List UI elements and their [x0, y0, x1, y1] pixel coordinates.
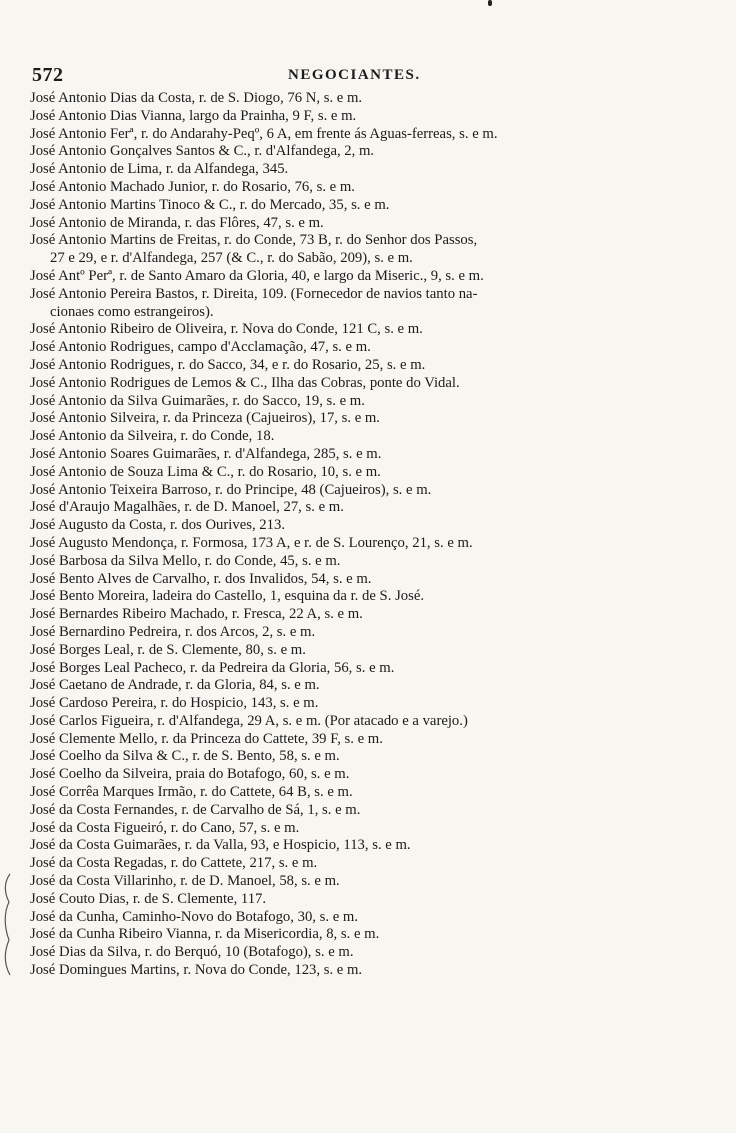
entry-line: José Antonio Martins Tinoco & C., r. do Mercado, 35, s. e m. [30, 196, 390, 213]
directory-entry [30, 339, 700, 357]
directory-entry [30, 215, 700, 233]
entry-list [30, 90, 700, 980]
entry-line: José Antonio Teixeira Barroso, r. do Principe, 48 (Cajueiros), s. e m. [30, 481, 432, 498]
entry-line: José Antonio Gonçalves Santos & C., r. d'Alfandega, 2, m. [30, 143, 375, 160]
directory-entry [30, 321, 700, 339]
entry-line: José Antonio Ribeiro de Oliveira, r. Nova do Conde, 121 C, s. e m. [30, 321, 423, 338]
directory-entry [30, 588, 700, 606]
directory-entry [30, 517, 700, 535]
directory-entry [30, 553, 700, 571]
directory-entry [30, 161, 700, 179]
directory-entry [30, 873, 700, 891]
directory-entry [30, 464, 700, 482]
directory-entry [30, 571, 700, 589]
directory-entry [30, 357, 700, 375]
directory-entry [30, 731, 700, 749]
directory-entry [30, 90, 700, 108]
directory-entry [30, 909, 700, 927]
entry-line: José Antonio de Souza Lima & C., r. do Rosario, 10, s. e m. [30, 463, 381, 480]
entry-line: José Coelho da Silveira, praia do Botafogo, 60, s. e m. [30, 766, 350, 783]
directory-entry [30, 126, 700, 144]
directory-entry [30, 802, 700, 820]
page-header [32, 64, 702, 88]
entry-continuation-line: 27 e 29, e r. d'Alfandega, 257 (& C., r. do Sabão, 209), s. e m. [50, 250, 413, 267]
directory-entry [30, 606, 700, 624]
directory-entry [30, 482, 700, 500]
entry-line: José Corrêa Marques Irmão, r. do Cattete, 64 B, s. e m. [30, 784, 353, 801]
entry-line: José Antonio Rodrigues, r. do Sacco, 34, e r. do Rosario, 25, s. e m. [30, 356, 426, 373]
directory-entry [30, 837, 700, 855]
entry-line: José Antonio da Silva Guimarães, r. do Sacco, 19, s. e m. [30, 392, 365, 409]
entry-line: José Antonio Dias Vianna, largo da Prainha, 9 F, s. e m. [30, 107, 357, 124]
directory-entry [30, 962, 700, 980]
entry-line: José Antonio Silveira, r. da Princeza (Cajueiros), 17, s. e m. [30, 410, 380, 427]
directory-entry [30, 784, 700, 802]
entry-line: José Bernardino Pedreira, r. dos Arcos, 2, s. e m. [30, 623, 316, 640]
entry-line: José da Costa Guimarães, r. da Valla, 93, e Hospicio, 113, s. e m. [30, 837, 411, 854]
entry-line: José Barbosa da Silva Mello, r. do Conde, 45, s. e m. [30, 552, 341, 569]
directory-entry [30, 642, 700, 660]
entry-line: José Antonio de Miranda, r. das Flôres, 47, s. e m. [30, 214, 324, 231]
entry-line: José Antonio Dias da Costa, r. de S. Diogo, 76 N, s. e m. [30, 90, 363, 106]
entry-line: José Borges Leal Pacheco, r. da Pedreira da Gloria, 56, s. e m. [30, 659, 395, 676]
entry-line: José Antonio Soares Guimarães, r. d'Alfandega, 285, s. e m. [30, 445, 382, 462]
directory-entry [30, 197, 700, 215]
directory-entry [30, 286, 700, 322]
entry-line: José Bento Moreira, ladeira do Castello, 1, esquina da r. de S. José. [30, 588, 425, 605]
directory-entry [30, 232, 700, 268]
entry-line: José Coelho da Silva & C., r. de S. Bento, 58, s. e m. [30, 748, 340, 765]
entry-line: José Bento Alves de Carvalho, r. dos Invalidos, 54, s. e m. [30, 570, 372, 587]
entry-line: José Couto Dias, r. de S. Clemente, 117. [30, 890, 267, 907]
entry-line: José Caetano de Andrade, r. da Gloria, 84, s. e m. [30, 677, 320, 694]
directory-entry [30, 713, 700, 731]
entry-line: José da Costa Villarinho, r. de D. Manoel, 58, s. e m. [30, 873, 340, 890]
directory-entry [30, 499, 700, 517]
entry-line: José da Cunha Ribeiro Vianna, r. da Misericordia, 8, s. e m. [30, 926, 380, 943]
entry-line: José d'Araujo Magalhães, r. de D. Manoel, 27, s. e m. [30, 499, 344, 516]
directory-entry [30, 143, 700, 161]
entry-line: José Carlos Figueira, r. d'Alfandega, 29 A, s. e m. (Por atacado e a varejo.) [30, 712, 468, 729]
directory-entry [30, 766, 700, 784]
entry-line: José Antonio de Lima, r. da Alfandega, 345. [30, 161, 289, 178]
directory-entry [30, 926, 700, 944]
directory-entry [30, 944, 700, 962]
margin-bracket-mark [0, 872, 12, 977]
directory-entry [30, 375, 700, 393]
page-number: 572 [32, 64, 64, 86]
entry-line: José Antonio Rodrigues, campo d'Acclamação, 47, s. e m. [30, 339, 371, 356]
directory-entry [30, 695, 700, 713]
entry-line: José Augusto Mendonça, r. Formosa, 173 A, e r. de S. Lourenço, 21, s. e m. [30, 534, 473, 551]
directory-entry [30, 891, 700, 909]
entry-line: José Antonio Martins de Freitas, r. do Conde, 73 B, r. do Senhor dos Passos, [30, 232, 478, 249]
directory-entry [30, 393, 700, 411]
directory-entry [30, 855, 700, 873]
entry-line: José Cardoso Pereira, r. do Hospicio, 143, s. e m. [30, 695, 319, 712]
running-head: NEGOCIANTES. [288, 67, 421, 83]
entry-line: José Clemente Mello, r. da Princeza do Cattete, 39 F, s. e m. [30, 730, 383, 747]
entry-continuation-line: cionaes como estrangeiros). [50, 303, 214, 320]
entry-line: José Dias da Silva, r. do Berquó, 10 (Botafogo), s. e m. [30, 944, 354, 961]
directory-entry [30, 624, 700, 642]
entry-line: José da Costa Figueiró, r. do Cano, 57, s. e m. [30, 819, 300, 836]
entry-line: José Antonio Ferª, r. do Andarahy-Peqº, 6 A, em frente ás Aguas-ferreas, s. e m. [30, 125, 498, 142]
entry-line: José da Costa Regadas, r. do Cattete, 217, s. e m. [30, 855, 318, 872]
entry-line: José Antonio da Silveira, r. do Conde, 18. [30, 428, 275, 445]
directory-entry [30, 428, 700, 446]
directory-entry [30, 748, 700, 766]
entry-line: José Domingues Martins, r. Nova do Conde, 123, s. e m. [30, 962, 363, 979]
directory-entry [30, 677, 700, 695]
entry-line: José Antonio Rodrigues de Lemos & C., Ilha das Cobras, ponte do Vidal. [30, 374, 460, 391]
directory-entry [30, 820, 700, 838]
entry-line: José Antonio Machado Junior, r. do Rosario, 76, s. e m. [30, 178, 355, 195]
entry-line: José da Costa Fernandes, r. de Carvalho de Sá, 1, s. e m. [30, 801, 361, 818]
directory-entry [30, 268, 700, 286]
entry-line: José Augusto da Costa, r. dos Ourives, 213. [30, 517, 285, 534]
directory-entry [30, 446, 700, 464]
entry-line: José da Cunha, Caminho-Novo do Botafogo, 30, s. e m. [30, 908, 358, 925]
directory-entry [30, 410, 700, 428]
directory-entry [30, 535, 700, 553]
entry-line: José Bernardes Ribeiro Machado, r. Fresca, 22 A, s. e m. [30, 606, 363, 623]
entry-line: José Borges Leal, r. de S. Clemente, 80, s. e m. [30, 641, 306, 658]
directory-entry [30, 179, 700, 197]
directory-entry [30, 108, 700, 126]
entry-line: José Antº Perª, r. de Santo Amaro da Gloria, 40, e largo da Miseric., 9, s. e m. [30, 267, 484, 284]
entry-line: José Antonio Pereira Bastos, r. Direita, 109. (Fornecedor de navios tanto na- [30, 285, 478, 302]
directory-entry [30, 660, 700, 678]
top-ink-mark [488, 0, 492, 6]
